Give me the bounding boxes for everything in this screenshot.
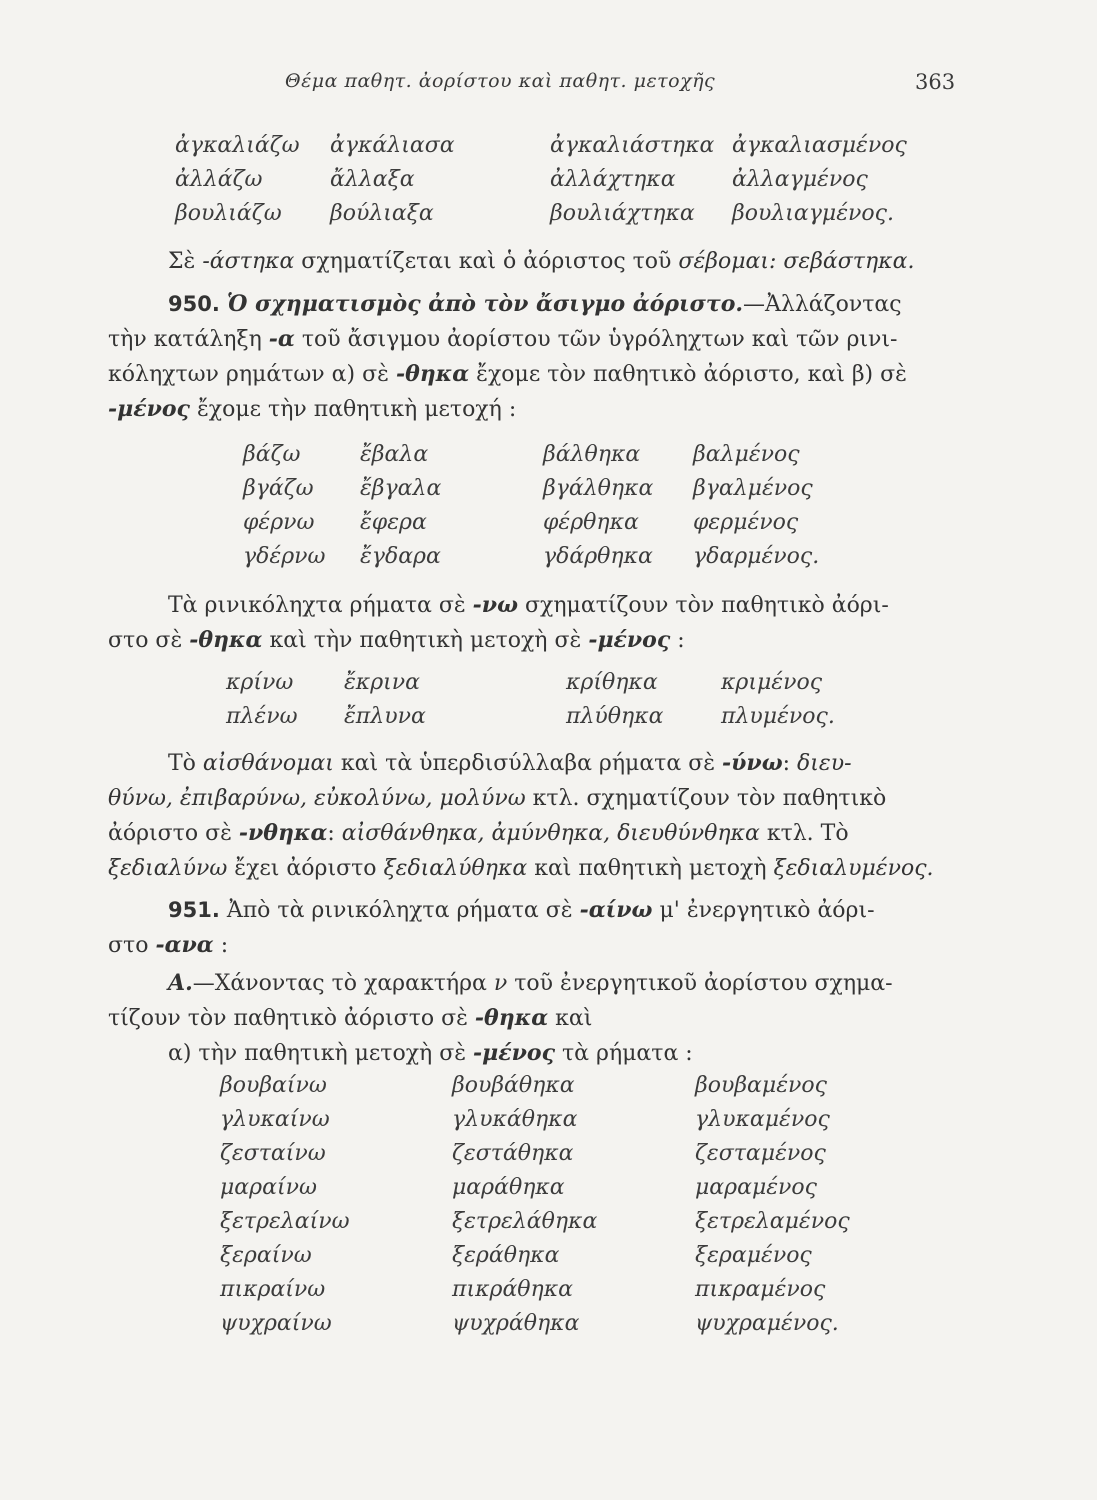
- table-cell: βγάζω: [243, 476, 314, 501]
- table-cell: γλυκαμένος: [695, 1107, 830, 1132]
- table-cell: φέρνω: [243, 510, 315, 535]
- table-cell: ξετρελαμένος: [695, 1209, 850, 1234]
- table-cell: βουλιάζω: [175, 201, 282, 226]
- table-cell: πλύθηκα: [566, 704, 664, 729]
- section-951: 951. Ἀπὸ τὰ ρινικόληχτα ρήματα σὲ -αίνω μ' ἐνεργητικὸ ἀόρι- στο -ανα :: [108, 897, 875, 958]
- table-cell: κρίθηκα: [566, 670, 658, 695]
- table-cell: βγάλθηκα: [543, 476, 654, 501]
- table-cell: ξεραίνω: [220, 1243, 312, 1268]
- paragraph-nasal-verbs: Τὰ ρινικόληχτα ρήματα σὲ -νω σχηματίζουν τὸν παθητικὸ ἀόρι- στο σὲ -θηκα καὶ τὴν παθητικὴ μετοχὴ σὲ -μένος :: [108, 592, 889, 653]
- paragraph-sevomai: Σὲ -άστηκα σχηματίζεται καὶ ὁ ἀόριστος τοῦ σέβομαι: σεβάστηκα.: [168, 249, 915, 274]
- table-cell: ἄλλαξα: [330, 167, 415, 192]
- table-cell: ξεράθηκα: [452, 1243, 560, 1268]
- paragraph-yno-verbs: Τὸ αἰσθάνομαι καὶ τὰ ὑπερδισύλλαβα ρήματα σὲ -ύνω: διευ- θύνω, ἐπιβαρύνω, εὐκολύνω, μολύνω κτλ. σχηματίζουν τὸν παθητικὸ ἀόριστο σὲ -νθηκα: αἰσθάνθηκα, ἀμύνθηκα, διευθύνθηκα κτλ. Τὸ ξεδιαλύνω ἔχει ἀόριστο ξεδιαλύθηκα καὶ παθητικὴ μετοχὴ ξεδιαλυμένος.: [108, 750, 934, 881]
- subsection-label: Α.: [168, 970, 193, 996]
- table-cell: γδάρθηκα: [543, 544, 653, 569]
- table-cell: ζεσταμένος: [695, 1141, 826, 1166]
- table-cell: βουβαμένος: [695, 1073, 827, 1098]
- table-cell: βουβάθηκα: [452, 1073, 575, 1098]
- table-cell: πλυμένος.: [721, 704, 835, 729]
- table-cell: ἀλλαγμένος: [732, 167, 868, 192]
- table-cell: βαλμένος: [693, 442, 800, 467]
- table-cell: ξεραμένος: [695, 1243, 812, 1268]
- table-cell: βάλθηκα: [543, 442, 641, 467]
- table-cell: φερμένος: [693, 510, 799, 535]
- table-cell: φέρθηκα: [543, 510, 639, 535]
- table-cell: ἀγκάλιασα: [330, 133, 455, 158]
- table-cell: ξετρελαίνω: [220, 1209, 350, 1234]
- table-cell: ψυχραίνω: [220, 1311, 332, 1336]
- table-cell: ἔβγαλα: [360, 476, 442, 501]
- table-cell: γλυκαίνω: [220, 1107, 330, 1132]
- table-cell: βάζω: [243, 442, 301, 467]
- table-cell: πικράθηκα: [452, 1277, 574, 1302]
- section-number: 950.: [168, 292, 220, 316]
- table-cell: πικραμένος: [695, 1277, 826, 1302]
- subsection-a: Α.—Χάνοντας τὸ χαρακτήρα ν τοῦ ἐνεργητικοῦ ἀορίστου σχημα- τίζουν τὸν παθητικὸ ἀόριστο σὲ -θηκα καὶ α) τὴν παθητικὴ μετοχὴ σὲ -μένος τὰ ρήματα :: [108, 970, 893, 1066]
- table-cell: ἀλλάζω: [175, 167, 263, 192]
- table-cell: ἔγδαρα: [360, 544, 441, 569]
- table-cell: ἀγκαλιάστηκα: [550, 133, 715, 158]
- table-cell: ψυχράθηκα: [452, 1311, 580, 1336]
- table-cell: ζεσταίνω: [220, 1141, 326, 1166]
- table-cell: ἀγκαλιασμένος: [732, 133, 907, 158]
- table-cell: ἔπλυνα: [344, 704, 426, 729]
- table-cell: γδαρμένος.: [693, 544, 820, 569]
- table-cell: ἔφερα: [360, 510, 427, 535]
- table-cell: κριμένος: [721, 670, 823, 695]
- table-cell: ψυχραμένος.: [695, 1311, 839, 1336]
- table-cell: ἔκρινα: [344, 670, 421, 695]
- running-title: Θέμα παθητ. ἀορίστου καὶ παθητ. μετοχῆς: [285, 70, 716, 92]
- table-cell: βουλιαγμένος.: [732, 201, 894, 226]
- table-cell: ξετρελάθηκα: [452, 1209, 598, 1234]
- table-cell: ἀγκαλιάζω: [175, 133, 300, 158]
- table-cell: βουβαίνω: [220, 1073, 327, 1098]
- table-cell: μαραίνω: [220, 1175, 317, 1200]
- table-cell: πλένω: [226, 704, 298, 729]
- table-cell: μαράθηκα: [452, 1175, 565, 1200]
- table-cell: ἔβαλα: [360, 442, 429, 467]
- table-cell: γδέρνω: [243, 544, 326, 569]
- table-cell: βούλιαξα: [330, 201, 434, 226]
- table-cell: βγαλμένος: [693, 476, 813, 501]
- table-cell: πικραίνω: [220, 1277, 326, 1302]
- page-number: 363: [915, 70, 956, 94]
- section-title: Ὁ σχηματισμὸς ἀπὸ τὸν ἄσιγμο ἀόριστο.: [226, 291, 744, 317]
- table-cell: κρίνω: [226, 670, 294, 695]
- table-cell: γλυκάθηκα: [452, 1107, 578, 1132]
- section-number: 951.: [168, 898, 220, 922]
- table-cell: μαραμένος: [695, 1175, 817, 1200]
- table-cell: ἀλλάχτηκα: [550, 167, 676, 192]
- section-950: 950. Ὁ σχηματισμὸς ἀπὸ τὸν ἄσιγμο ἀόριστο.—Ἀλλάζοντας τὴν κατάληξη -α τοῦ ἄσιγμου ἀορίστου τῶν ὑγρόληχτων καὶ τῶν ρινι- κόληχτων ρημάτων α) σὲ -θηκα ἔχομε τὸν παθητικὸ ἀόριστο, καὶ β) σὲ -μένος ἔχομε τὴν παθητικὴ μετοχή :: [108, 291, 907, 422]
- table-cell: βουλιάχτηκα: [550, 201, 695, 226]
- table-cell: ζεστάθηκα: [452, 1141, 574, 1166]
